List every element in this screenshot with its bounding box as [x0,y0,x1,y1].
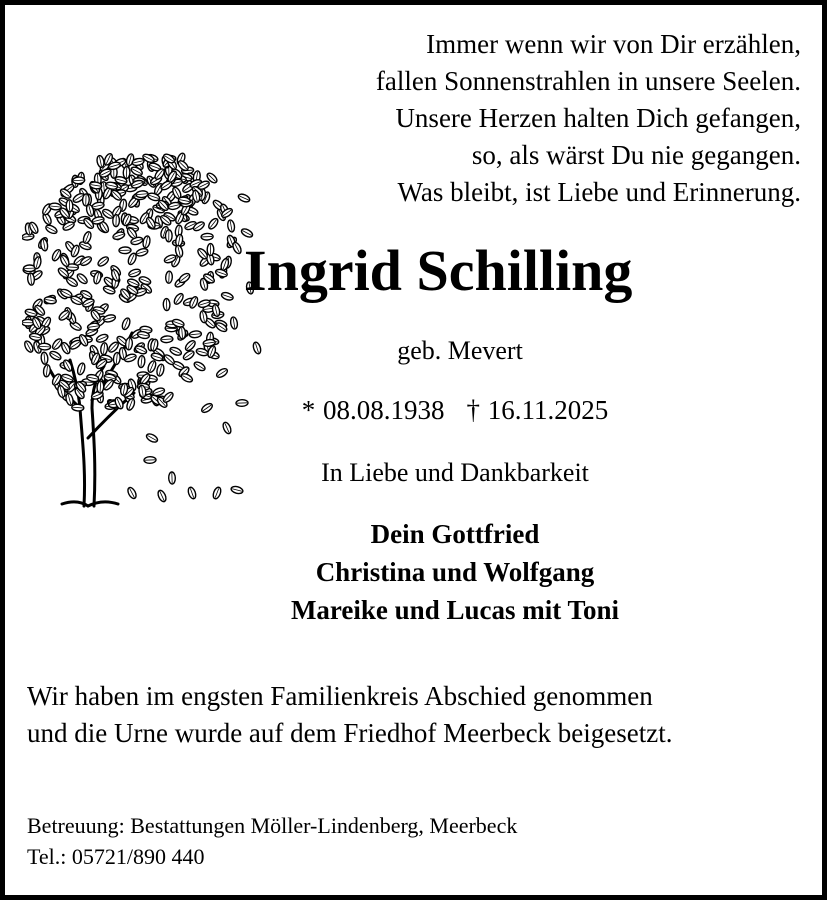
tree-with-falling-leaves-icon [22,138,272,518]
mourner-line: Dein Gottfried [370,519,540,549]
birth-date: * 08.08.1938 [301,395,445,425]
funeral-home-line: Betreuung: Bestattungen Möller-Lindenberg, Meerbeck [27,813,518,838]
note-line: und die Urne wurde auf dem Friedhof Meerbeck beigesetzt. [27,718,673,748]
maiden-name: geb. Mevert [397,336,523,365]
funeral-home-info [27,810,807,872]
poem-line: Immer wenn wir von Dir erzählen, [426,29,801,59]
mourners [245,515,665,629]
phone-line: Tel.: 05721/890 440 [27,844,205,869]
note-line: Wir haben im engsten Familienkreis Abschied genommen [27,681,653,711]
deceased-name: Ingrid Schilling [244,238,633,303]
burial-note [27,678,807,752]
poem-line: Was bleibt, ist Liebe und Erinnerung. [397,177,801,207]
leaf-cluster [22,152,262,503]
poem-line: so, als wärst Du nie gegangen. [471,140,801,170]
poem-line: fallen Sonnenstrahlen in unsere Seelen. [375,66,801,96]
thanks-line: In Liebe und Dankbarkeit [321,458,589,487]
life-dates [245,392,665,428]
mourner-line: Mareike und Lucas mit Toni [290,595,620,625]
death-date: † 16.11.2025 [466,395,609,425]
poem [241,26,801,211]
poem-line: Unsere Herzen halten Dich gefangen, [395,103,801,133]
mourner-line: Christina und Wolfgang [315,557,595,587]
